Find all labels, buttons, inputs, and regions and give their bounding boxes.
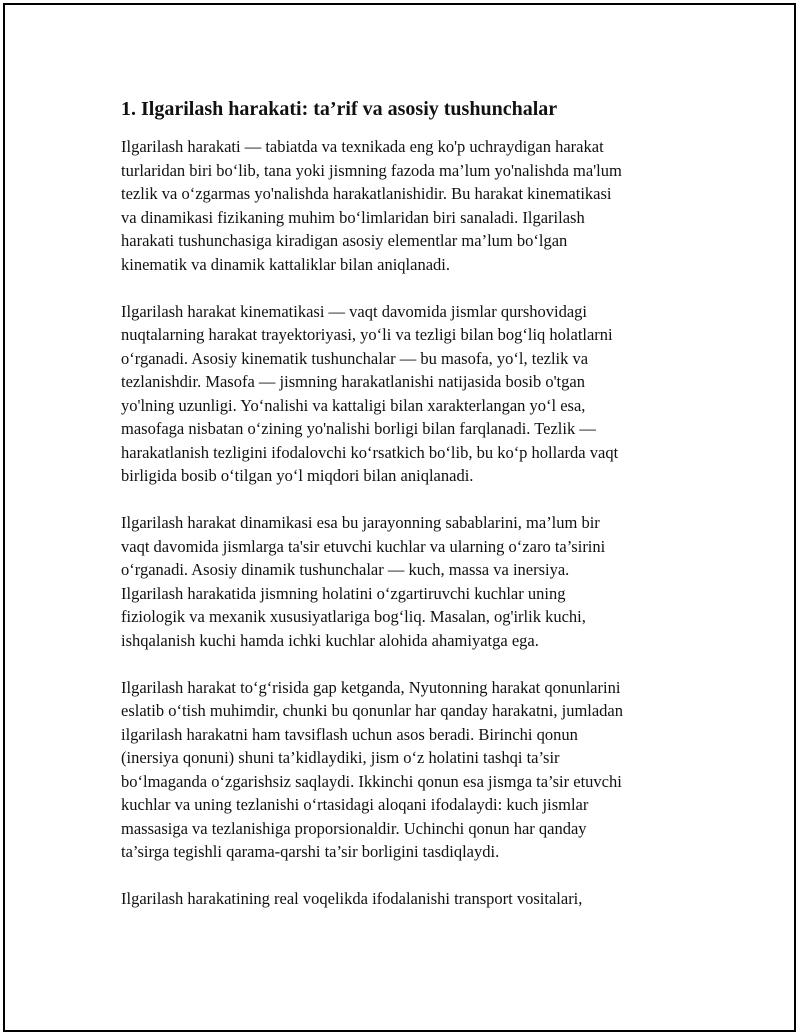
text-line: Ilgarilash harakatida jismning holatini o‘zgartiruvchi kuchlar uning bbox=[121, 583, 566, 603]
text-line: eslatib o‘tish muhimdir, chunki bu qonunlar har qanday harakatni, jumladan bbox=[121, 701, 624, 720]
text-line: ilgarilash harakatni ham tavsiflash uchun asos beradi. Birinchi qonun bbox=[121, 724, 578, 744]
text-line: tezlanishdir. Masofa — jismning harakatlanishi natijasida bosib o'tgan bbox=[121, 372, 585, 391]
paragraph-4 bbox=[121, 676, 691, 864]
page-frame bbox=[3, 3, 796, 1032]
text-line: fiziologik va mexanik xususiyatlariga bog‘liq. Masalan, og'irlik kuchi, bbox=[121, 607, 586, 626]
text-line: harakatlanish tezligini ifodalovchi ko‘rsatkich bo‘lib, bu ko‘p hollarda vaqt bbox=[121, 442, 619, 462]
text-line: yo'lning uzunligi. Yo‘nalishi va kattaligi bilan xarakterlangan yo‘l esa, bbox=[121, 395, 586, 415]
section-heading: 1. Ilgarilash harakati: ta’rif va asosiy tushunchalar bbox=[121, 98, 558, 120]
text-line: ta’sirga tegishli qarama-qarshi ta’sir borligini tasdiqlaydi. bbox=[121, 842, 500, 861]
paragraph-1 bbox=[121, 135, 691, 276]
text-line: o‘rganadi. Asosiy kinematik tushunchalar — bu masofa, yo‘l, tezlik va bbox=[121, 348, 589, 368]
text-line: massasiga va tezlanishiga proporsionaldir. Uchinchi qonun har qanday bbox=[121, 818, 587, 838]
text-line: ishqalanish kuchi hamda ichki kuchlar alohida ahamiyatga ega. bbox=[121, 630, 539, 650]
text-line: nuqtalarning harakat trayektoriyasi, yo‘li va tezligi bilan bog‘liq holatlarni bbox=[121, 325, 613, 344]
text-line: Ilgarilash harakatining real voqelikda ifodalanishi transport vositalari, bbox=[121, 889, 583, 908]
text-line: kinematik va dinamik kattaliklar bilan aniqlanadi. bbox=[121, 254, 450, 274]
text-line: harakati tushunchasiga kiradigan asosiy elementlar ma’lum bo‘lgan bbox=[121, 231, 568, 250]
paragraph-2 bbox=[121, 300, 691, 488]
text-line: Ilgarilash harakati — tabiatda va texnikada eng ko'p uchraydigan harakat bbox=[121, 137, 604, 156]
text-line: Ilgarilash harakat to‘g‘risida gap ketganda, Nyutonning harakat qonunlarini bbox=[121, 677, 621, 697]
text-line: va dinamikasi fizikaning muhim bo‘limlaridan biri sanaladi. Ilgarilash bbox=[121, 207, 585, 227]
text-line: Ilgarilash harakat dinamikasi esa bu jarayonning sabablarini, ma’lum bir bbox=[121, 513, 600, 532]
text-line: bo‘lmaganda o‘zgarishsiz saqlaydi. Ikkinchi qonun esa jismga ta’sir etuvchi bbox=[121, 771, 622, 791]
paragraph-5 bbox=[121, 887, 691, 911]
text-line: turlaridan biri bo‘lib, tana yoki jismning fazoda ma’lum yo'nalishda ma'lum bbox=[121, 160, 622, 180]
text-line: tezlik va o‘zgarmas yo'nalishda harakatlanishidir. Bu harakat kinematikasi bbox=[121, 184, 612, 203]
text-line: vaqt davomida jismlarga ta'sir etuvchi kuchlar va ularning o‘zaro ta’sirini bbox=[121, 536, 606, 556]
text-line: o‘rganadi. Asosiy dinamik tushunchalar — kuch, massa va inersiya. bbox=[121, 560, 570, 579]
text-line: (inersiya qonuni) shuni ta’kidlaydiki, jism o‘z holatini tashqi ta’sir bbox=[121, 748, 560, 767]
text-line: Ilgarilash harakat kinematikasi — vaqt davomida jismlar qurshovidagi bbox=[121, 301, 588, 321]
text-line: kuchlar va uning tezlanishi o‘rtasidagi aloqani ifodalaydi: kuch jismlar bbox=[121, 795, 589, 814]
document-content bbox=[121, 95, 691, 934]
text-line: birligida bosib o‘tilgan yo‘l miqdori bilan aniqlanadi. bbox=[121, 466, 474, 485]
paragraph-3 bbox=[121, 511, 691, 652]
text-line: masofaga nisbatan o‘zining yo'nalishi borligi bilan farqlanadi. Tezlik — bbox=[121, 419, 596, 438]
